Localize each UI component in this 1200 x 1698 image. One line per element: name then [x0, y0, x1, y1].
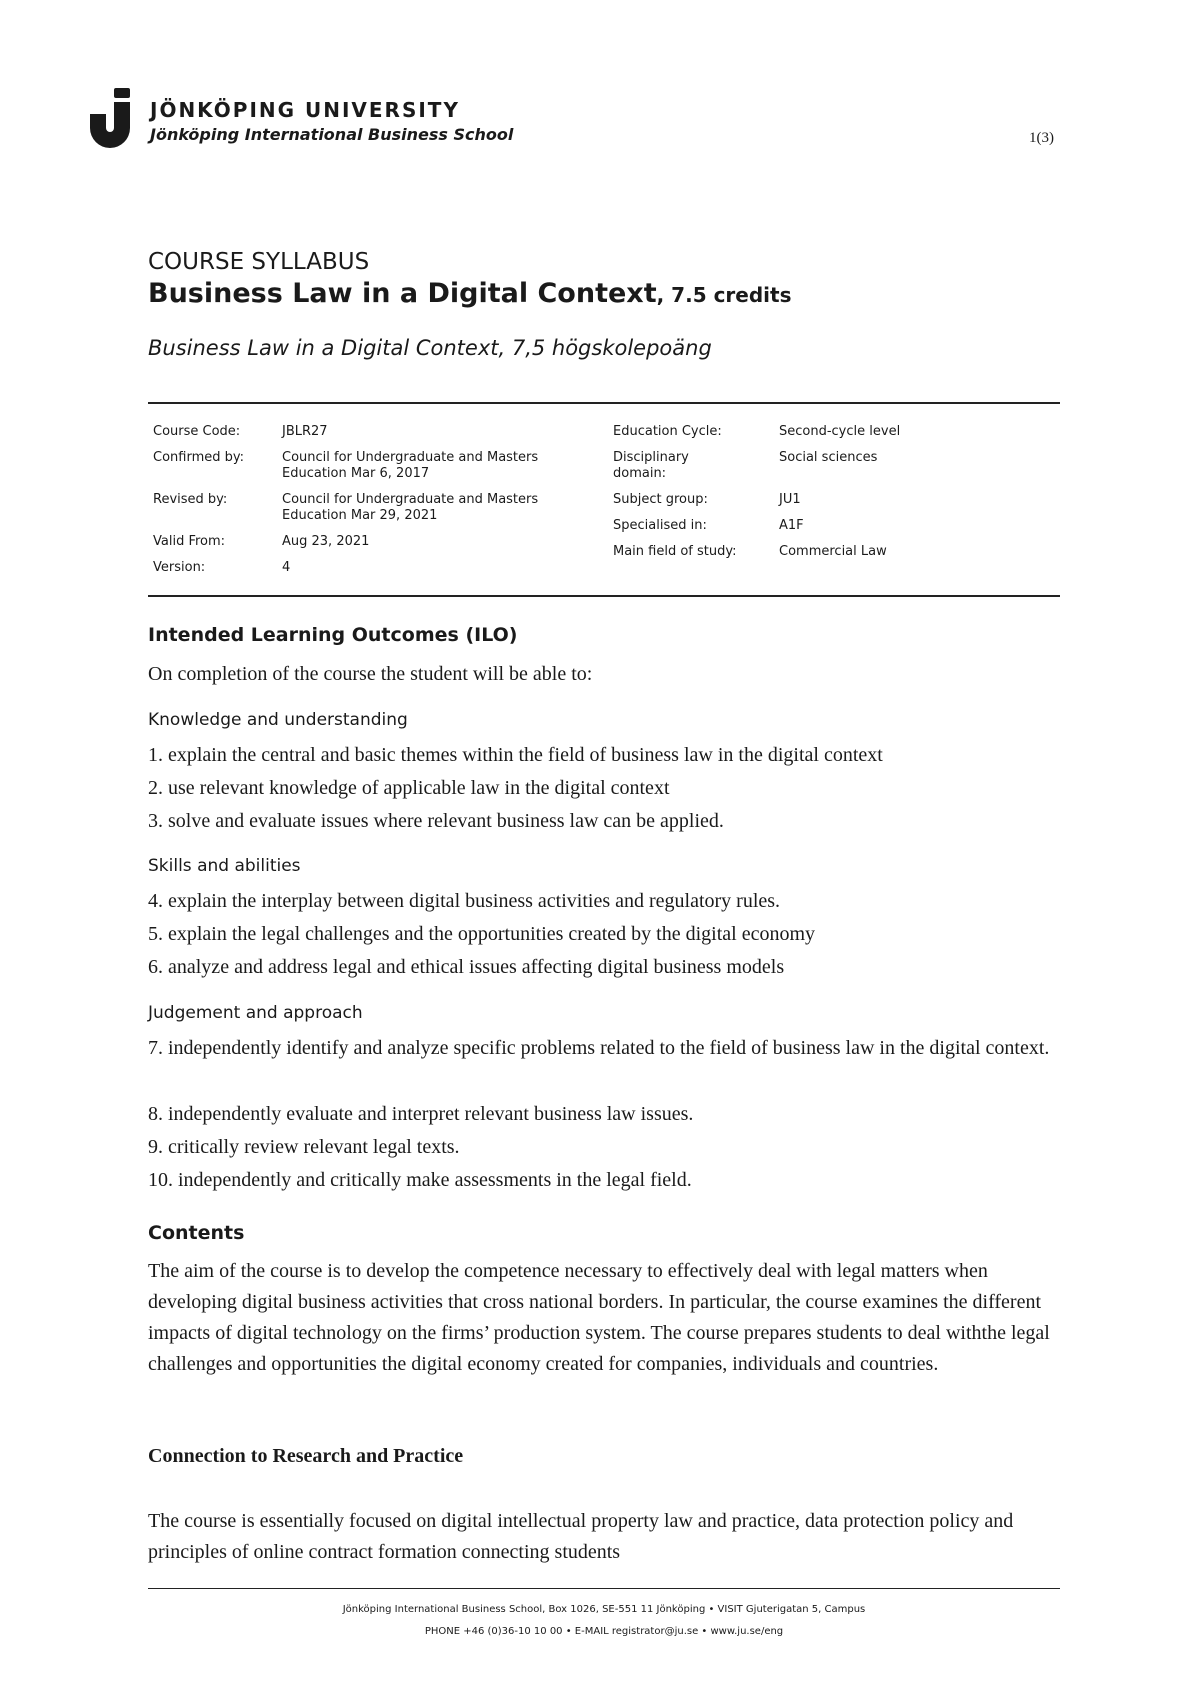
meta-key-valid-from: Valid From:: [153, 534, 226, 549]
ilo-item: 8. independently evaluate and interpret relevant business law issues.: [148, 1103, 694, 1125]
footer-address: Jönköping International Business School, Box 1026, SE-551 11 Jönköping • VISIT Gjuterigatan 5, Campus: [342, 1604, 866, 1615]
ilo-item: 7. independently identify and analyze specific problems related to the field of business law in the digital context.: [148, 1037, 1050, 1059]
ilo-item: 10. independently and critically make assessments in the legal field.: [148, 1169, 692, 1191]
ilo-item: 5. explain the legal challenges and the opportunities created by the digital economy: [148, 923, 816, 945]
meta-key-course-code: Course Code:: [153, 424, 241, 439]
meta-value-valid-from: Aug 23, 2021: [282, 534, 370, 549]
meta-value-specialised-in: A1F: [779, 518, 804, 533]
subheading-skills: Skills and abilities: [148, 856, 301, 876]
meta-value-confirmed-by: Council for Undergraduate and Masters Education Mar 6, 2017: [282, 450, 539, 481]
university-name: JÖNKÖPING UNIVERSITY: [150, 98, 460, 122]
meta-value-revised-by: Council for Undergraduate and Masters Education Mar 29, 2021: [282, 492, 539, 523]
meta-key-subject-group: Subject group:: [613, 492, 708, 507]
swedish-title: Business Law in a Digital Context, 7,5 högskolepoäng: [148, 336, 712, 360]
ilo-item: 4. explain the interplay between digital business activities and regulatory rules.: [148, 890, 781, 912]
connection-paragraph: The course is essentially focused on digital intellectual property law and practice, data protection policy and principles of online contract formation connecting students: [148, 1510, 1014, 1563]
section-heading-ilo: Intended Learning Outcomes (ILO): [148, 624, 518, 646]
page-number: 1(3): [1029, 130, 1054, 146]
course-title: [148, 278, 792, 309]
ilo-item: 2. use relevant knowledge of applicable law in the digital context: [148, 777, 670, 799]
course-credits: , 7.5 credits: [656, 283, 792, 307]
document-label: COURSE SYLLABUS: [148, 249, 370, 275]
meta-value-subject-group: JU1: [779, 492, 801, 507]
meta-value-main-field: Commercial Law: [779, 544, 887, 559]
footer-divider: [148, 1588, 1060, 1589]
divider: [148, 402, 1060, 404]
meta-value-education-cycle: Second-cycle level: [779, 424, 901, 439]
ilo-item: 3. solve and evaluate issues where relevant business law can be applied.: [148, 810, 724, 832]
meta-key-main-field: Main field of study:: [613, 544, 737, 559]
divider: [148, 595, 1060, 597]
subheading-judgement: Judgement and approach: [148, 1003, 363, 1023]
meta-key-education-cycle: Education Cycle:: [613, 424, 722, 439]
ilo-intro: On completion of the course the student will be able to:: [148, 663, 593, 685]
course-name: Business Law in a Digital Context: [148, 278, 657, 309]
contents-paragraph: The aim of the course is to develop the competence necessary to effectively deal with legal matters when developing digital business activities that cross national borders. In particular, the course examines the different impacts of digital technology on the firms’ production system. The course prepares students to deal withthe legal challenges and opportunities the digital economy created for companies, individuals and countries.: [148, 1260, 1050, 1375]
meta-value-version: 4: [282, 560, 291, 575]
ilo-item: 6. analyze and address legal and ethical issues affecting digital business models: [148, 956, 785, 978]
ilo-item: 9. critically review relevant legal texts.: [148, 1136, 460, 1158]
meta-key-revised-by: Revised by:: [153, 492, 228, 507]
meta-value-disciplinary-domain: Social sciences: [779, 450, 878, 465]
meta-key-confirmed-by: Confirmed by:: [153, 450, 244, 465]
footer-contact: PHONE +46 (0)36-10 10 00 • E-MAIL registrator@ju.se • www.ju.se/eng: [424, 1626, 784, 1637]
meta-key-version: Version:: [153, 560, 206, 575]
ju-logo-icon: [86, 88, 134, 148]
meta-key-specialised-in: Specialised in:: [613, 518, 707, 533]
section-heading-connection: Connection to Research and Practice: [148, 1445, 464, 1467]
ilo-item: 1. explain the central and basic themes within the field of business law in the digital context: [148, 744, 883, 766]
subheading-knowledge: Knowledge and understanding: [148, 710, 408, 730]
school-name: Jönköping International Business School: [150, 125, 514, 144]
meta-key-disciplinary-domain: Disciplinary domain:: [613, 450, 689, 481]
section-heading-contents: Contents: [148, 1222, 245, 1244]
meta-value-course-code: JBLR27: [282, 424, 328, 439]
